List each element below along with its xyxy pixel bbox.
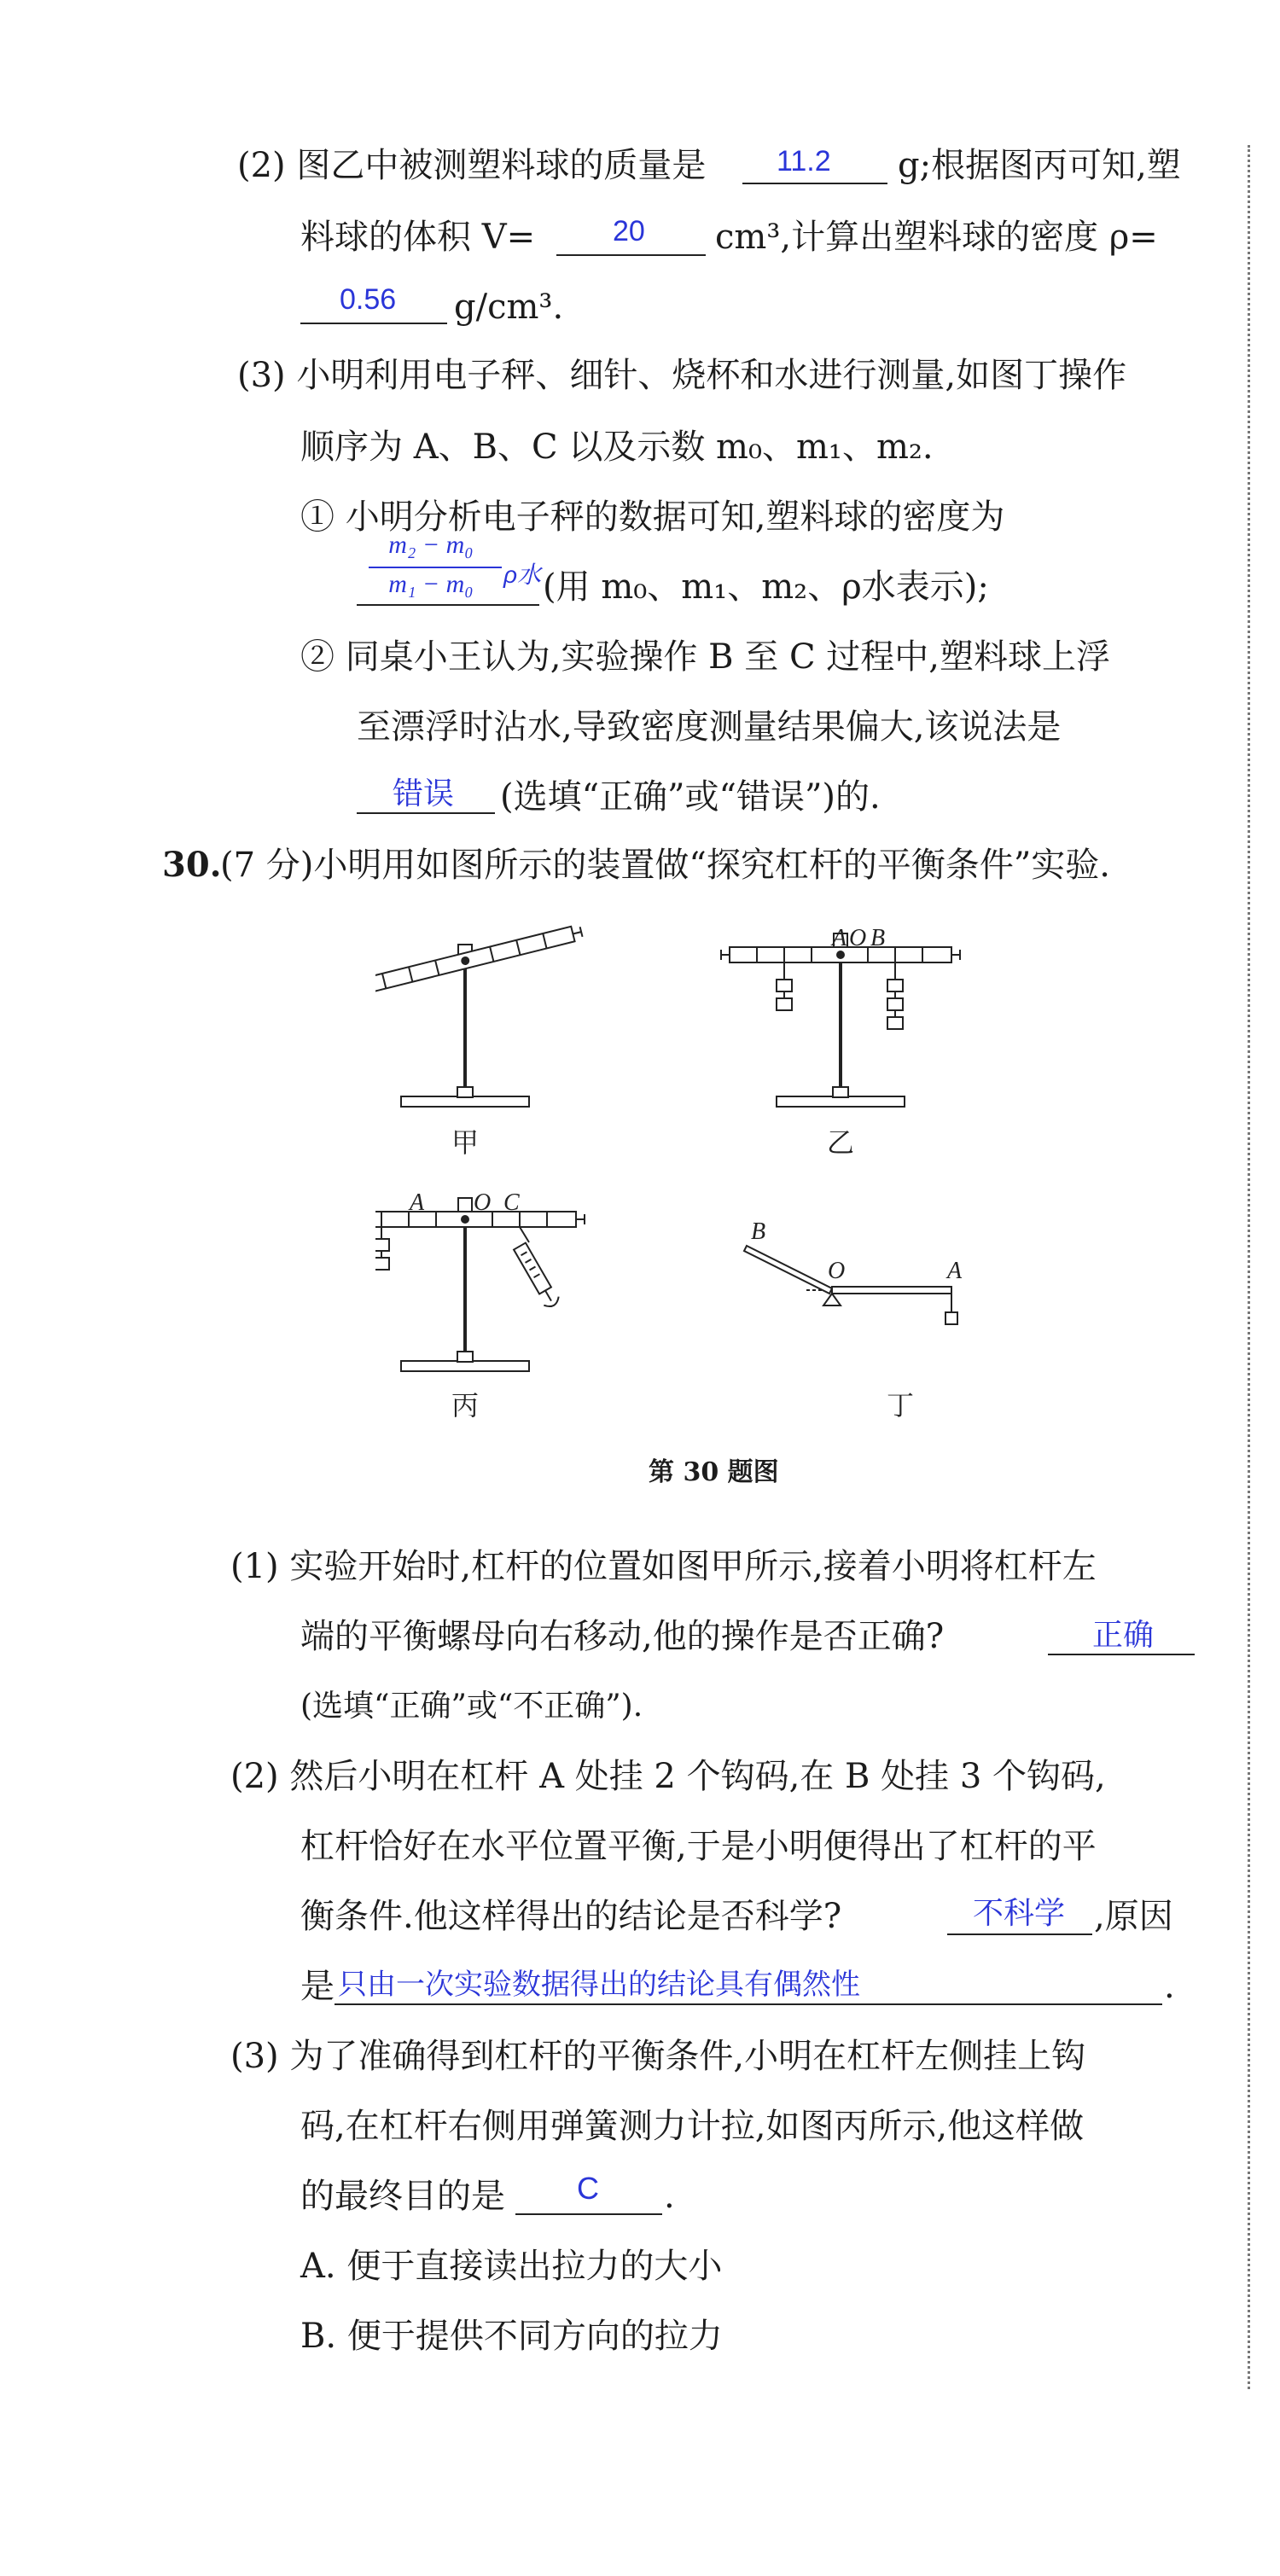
answer-fraction-bar [369, 567, 502, 568]
answer-blank-purpose [515, 2213, 662, 2215]
q30-p3-option-b: B. 便于提供不同方向的拉力 [300, 2317, 723, 2356]
answer-blank-reason [335, 2003, 1162, 2005]
answer-reason: 只由一次实验数据得出的结论具有偶然性 [338, 1968, 860, 2001]
q29-p2-line1b: g;根据图丙可知,塑 [898, 146, 1181, 185]
label-ding-A: A [947, 1258, 963, 1284]
answer-blank-volume [556, 254, 706, 256]
q30-p2-line4b: . [1164, 1967, 1175, 2006]
q30-stem: (7 分)小明用如图所示的装置做“探究杠杆的平衡条件”实验. [220, 846, 1110, 885]
q29-p2-line2b: cm³,计算出塑料球的密度 ρ= [715, 218, 1158, 257]
answer-blank-mass [742, 183, 887, 184]
label-bing-C: C [503, 1189, 520, 1216]
figure-yi [721, 933, 960, 1107]
label-ding-O: O [828, 1258, 846, 1284]
answer-density: 0.56 [340, 283, 397, 316]
q29-p3-sub2-line1: ② 同桌小王认为,实验操作 B 至 C 过程中,塑料球上浮 [300, 637, 1111, 677]
figure-bing [375, 1198, 585, 1371]
q30-p1-line2: 端的平衡螺母向右移动,他的操作是否正确? [300, 1617, 945, 1656]
label-bing: 丙 [451, 1390, 480, 1421]
q29-p3-sub2-line3: (选填“正确”或“错误”)的. [500, 777, 881, 817]
label-jia: 甲 [451, 1127, 480, 1158]
answer-rho-water: ρ水 [503, 561, 542, 588]
q30-p3-line1: (3) 为了准确得到杠杆的平衡条件,小明在杠杆左侧挂上钩 [230, 2037, 1086, 2076]
q30-p2-line1: (2) 然后小明在杠杆 A 处挂 2 个钩码,在 B 处挂 3 个钩码, [230, 1757, 1106, 1796]
q30-p3-line2: 码,在杠杆右侧用弹簧测力计拉,如图丙所示,他这样做 [300, 2107, 1085, 2146]
label-yi: 乙 [826, 1127, 855, 1158]
label-yi-O: O [849, 925, 867, 951]
q29-p3-sub2-line2: 至漂浮时沾水,导致密度测量结果偏大,该说法是 [357, 707, 1062, 747]
q30-p2-line3b: ,原因 [1094, 1897, 1173, 1936]
label-ding-B: B [751, 1218, 766, 1245]
label-yi-B: B [870, 925, 886, 951]
q30-p3-line3b: . [664, 2177, 675, 2216]
q29-p3-sub1-line1: ① 小明分析电子秤的数据可知,塑料球的密度为 [300, 497, 1005, 537]
q29-p2-line1a: (2) 图乙中被测塑料球的质量是 [237, 146, 707, 185]
q30-p3-option-a: A. 便于直接读出拉力的大小 [300, 2247, 723, 2286]
label-yi-A: A [832, 925, 847, 951]
q30-figure [375, 922, 1075, 1451]
q30-number: 30. [162, 845, 222, 885]
answer-fraction-numerator: m₂ − m₀ [388, 531, 474, 559]
q29-p2-line3: g/cm³. [454, 288, 564, 327]
figure-caption: 第 30 题图 [649, 1457, 779, 1487]
q29-p3-line1: (3) 小明利用电子秤、细针、烧杯和水进行测量,如图丁操作 [237, 356, 1127, 395]
q29-p2-line2a: 料球的体积 V= [300, 218, 536, 257]
label-bing-A: A [410, 1189, 425, 1216]
answer-operation: 正确 [1092, 1617, 1155, 1652]
answer-volume: 20 [613, 215, 645, 247]
figure-ding [744, 1246, 957, 1324]
q30-p3-line3a: 的最终目的是 [300, 2177, 505, 2216]
q30-p2-line2: 杠杆恰好在水平位置平衡,于是小明便得出了杠杆的平 [300, 1827, 1097, 1866]
answer-blank-density [300, 323, 447, 324]
answer-opinion: 错误 [393, 776, 455, 811]
answer-blank-formula [357, 604, 539, 606]
q30-p1-line1: (1) 实验开始时,杠杆的位置如图甲所示,接着小明将杠杆左 [230, 1547, 1097, 1586]
margin-dotted-line [1248, 145, 1250, 2389]
q30-p1-line3: (选填“正确”或“不正确”). [300, 1689, 643, 1724]
label-bing-O: O [474, 1189, 492, 1216]
q29-p3-sub1-line2: (用 m₀、m₁、m₂、ρ水表示); [543, 567, 989, 607]
q29-p3-line2: 顺序为 A、B、C 以及示数 m₀、m₁、m₂. [300, 427, 934, 467]
q30-p2-line4a: 是 [300, 1967, 335, 2006]
q30-p2-line3a: 衡条件.他这样得出的结论是否科学? [300, 1897, 842, 1936]
answer-purpose: C [577, 2171, 599, 2206]
answer-blank-scientific [947, 1933, 1092, 1935]
answer-fraction-denominator: m₁ − m₀ [388, 570, 474, 598]
figure-jia [375, 924, 583, 1107]
answer-scientific: 不科学 [973, 1895, 1066, 1930]
label-ding: 丁 [886, 1390, 915, 1421]
answer-mass: 11.2 [777, 145, 831, 177]
